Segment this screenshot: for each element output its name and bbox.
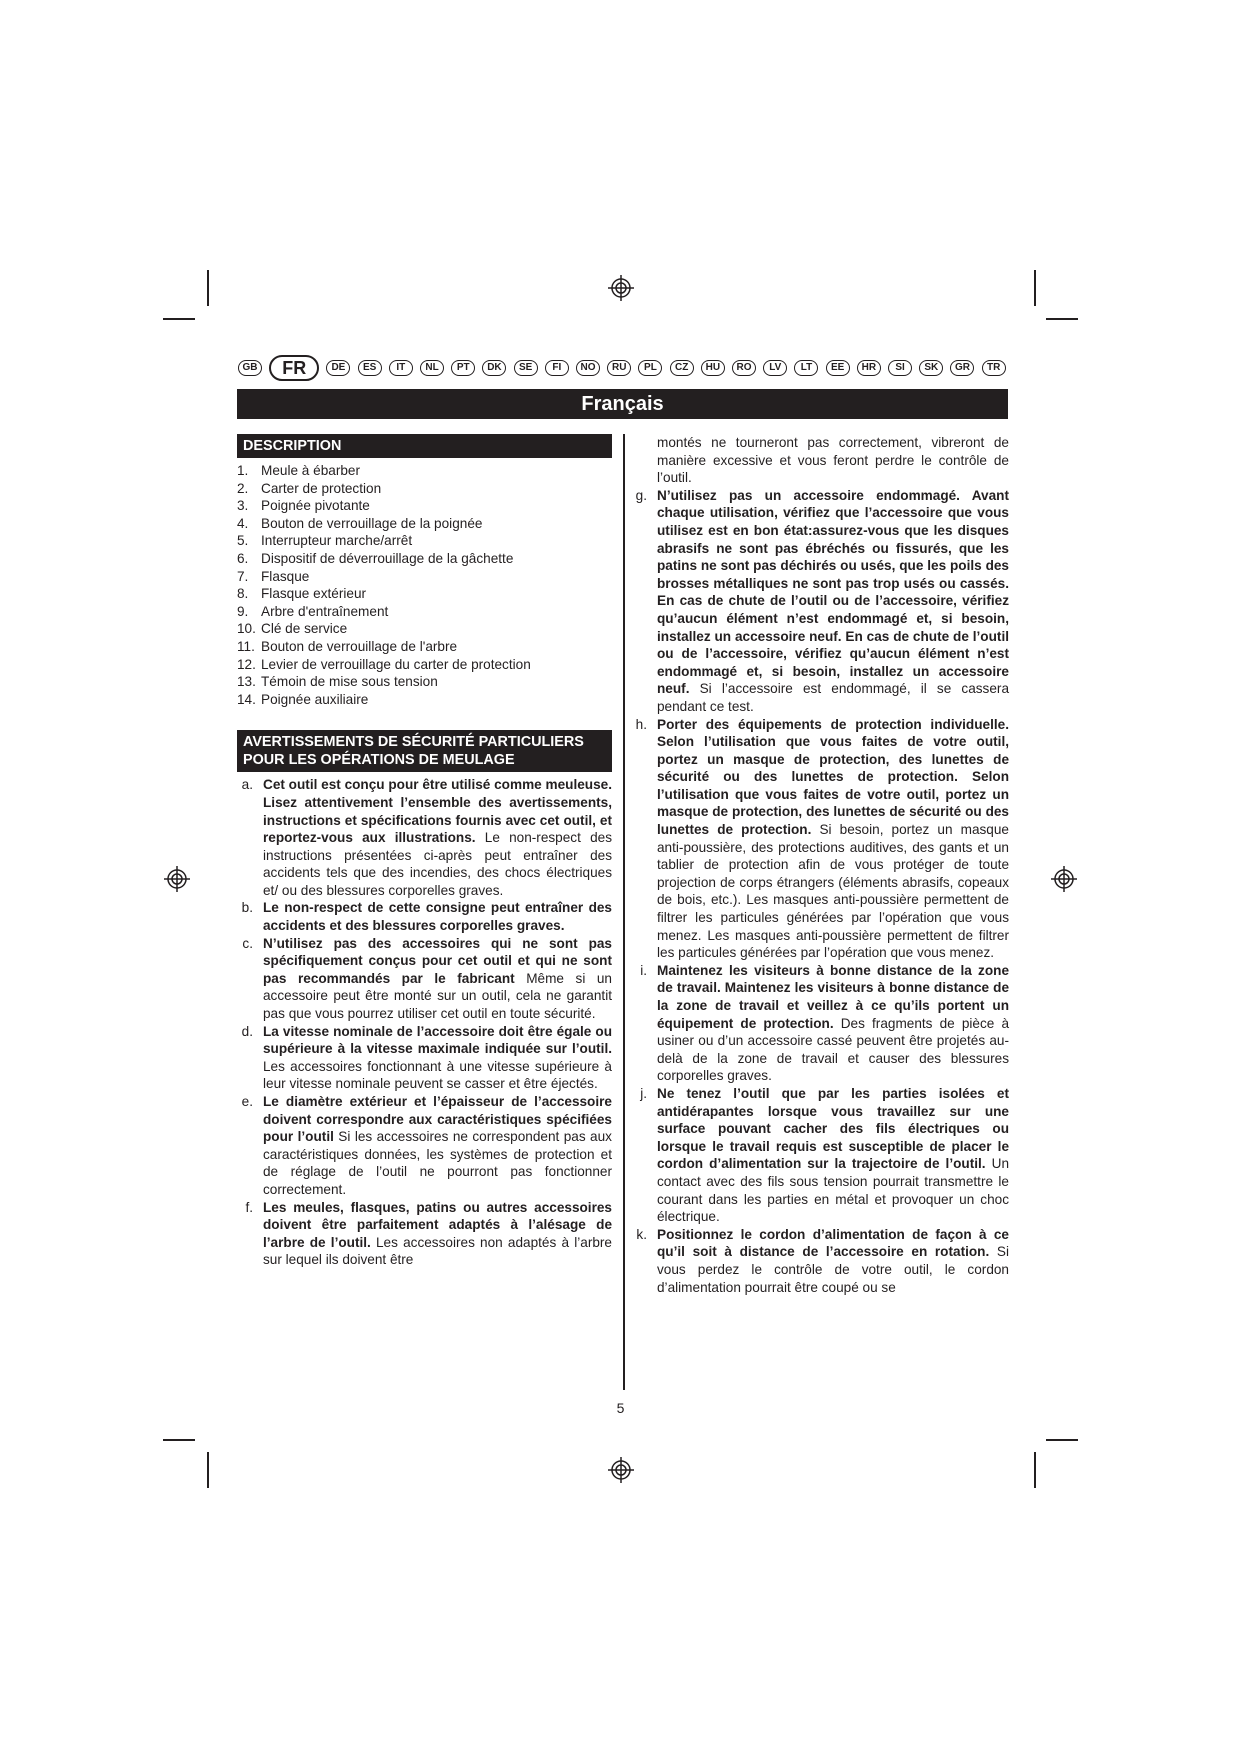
list-item: [237, 1199, 612, 1269]
item-text: [263, 935, 612, 1023]
registration-mark-icon: [607, 1456, 635, 1484]
item-bold-text: Le non-respect de cette consigne peut entraîner des accidents et des blessures corporelles graves.: [263, 900, 612, 934]
language-badge-tr: TR: [982, 360, 1006, 376]
item-number: 7.: [237, 568, 249, 584]
item-letter: b.: [241, 900, 253, 916]
language-badge-pl: PL: [638, 360, 662, 376]
item-bold-text: N’utilisez pas un accessoire endommagé. Avant chaque utilisation, vérifiez que l’accessoire que vous utilisez est en bon état:assurez-vous que les disques abrasifs ne sont pas ébréchés ou fissurés, que les patins ne sont pas déchirés ou usés, que les poils des brosses métalliques ne sont pas trop usés ou cassés. En cas de chute de l’outil ou de l’accessoire, vérifiez qu’aucun élément n’est endommagé et, si besoin, installez un accessoire neuf. En cas de chute de l’outil ou de l’accessoire, vérifiez qu’aucun élément n’est endommagé et, si besoin, installez un accessoire neuf.: [657, 487, 1009, 697]
list-item: [631, 1226, 1009, 1296]
page-title: Français: [237, 389, 1008, 419]
item-number: 8.: [237, 586, 249, 602]
page-number: 5: [616, 1400, 625, 1416]
item-text: [263, 776, 612, 899]
item-bold-text: Le diamètre extérieur et l’épaisseur de l’accessoire doivent correspondre aux caractéristiques spécifiées pour l’outil: [263, 1094, 612, 1145]
list-item: [631, 716, 1009, 962]
item-number: 2.: [237, 480, 249, 496]
item-bold-text: Cet outil est conçu pour être utilisé comme meuleuse. Lisez attentivement l’ensemble des avertissements, instructions et spécifications fournis avec cet outil, et reportez-vous aux illustrations.: [263, 777, 612, 846]
item-body-text: Si besoin, portez un masque anti-poussière, des protections auditives, des gants et un tablier de protection afin de vous protéger de toute projection de corps étrangers (éléments abrasifs, copeaux de bois, etc.). Les masques anti-poussière permettent de filtrer les particules générées par l’opération que vous menez. Les masques anti-poussière permettent de filtrer les particules générées par l’opération que vous menez.: [657, 822, 1009, 961]
item-body-text: Même si un accessoire peut être monté sur un outil, cela ne garantit pas que vous pourrez utiliser cet outil en toute sécurité.: [263, 970, 612, 1022]
list-item: [237, 656, 612, 674]
registration-mark-icon: [607, 274, 635, 302]
language-selector: [238, 355, 1006, 381]
item-body-text: Le non-respect des instructions présentées ci-après peut entraîner des accidents tels que des incendies, des chocs électriques et/ ou des blessures corporelles graves.: [263, 830, 612, 898]
registration-mark-icon: [163, 865, 191, 893]
item-letter: j.: [640, 1085, 647, 1101]
item-label: Flasque extérieur: [261, 586, 367, 602]
language-badge-nl: NL: [420, 360, 444, 376]
item-label: Bouton de verrouillage de la poignée: [261, 515, 483, 531]
list-item: [237, 515, 612, 533]
warnings-heading: AVERTISSEMENTS DE SÉCURITÉ PARTICULIERS POUR LES OPÉRATIONS DE MEULAGE: [237, 730, 612, 772]
item-label: Interrupteur marche/arrêt: [261, 533, 413, 549]
language-badge-ro: RO: [732, 360, 756, 376]
language-badge-no: NO: [576, 360, 600, 376]
language-badge-lv: LV: [763, 360, 787, 376]
list-item: [237, 532, 612, 550]
language-badge-dk: DK: [482, 360, 506, 376]
language-badge-fr: FR: [269, 355, 319, 381]
item-number: 11.: [237, 638, 255, 654]
list-item: [237, 603, 612, 621]
item-letter: i.: [640, 962, 647, 978]
list-item: [631, 487, 1009, 716]
right-column: [635, 434, 1009, 1296]
list-item: [237, 568, 612, 586]
list-item: [237, 673, 612, 691]
item-text: [657, 1085, 1009, 1226]
item-letter: g.: [635, 487, 647, 503]
crop-mark: [1046, 318, 1078, 320]
list-item: [237, 935, 612, 1023]
crop-mark: [207, 1452, 209, 1488]
item-letter: f.: [245, 1199, 253, 1215]
list-item: [237, 480, 612, 498]
item-body-text: Les accessoires fonctionnant à une vitesse supérieure à leur vitesse nominale peuvent se casser et être éjectés.: [263, 1058, 612, 1092]
language-badge-pt: PT: [451, 360, 475, 376]
crop-mark: [1046, 1439, 1078, 1441]
item-number: 1.: [237, 463, 249, 478]
column-divider: [623, 434, 625, 1390]
language-badge-hu: HU: [701, 360, 725, 376]
description-heading: DESCRIPTION: [237, 434, 612, 458]
crop-mark: [1034, 1452, 1036, 1488]
list-item: [237, 620, 612, 638]
item-number: 9.: [237, 603, 249, 619]
item-text: [657, 1226, 1009, 1296]
language-badge-gr: GR: [950, 360, 974, 376]
list-item: [631, 1085, 1009, 1226]
item-text: [657, 716, 1009, 962]
list-item: [237, 638, 612, 656]
crop-mark: [163, 1439, 195, 1441]
item-label: Levier de verrouillage du carter de protection: [261, 656, 531, 672]
item-label: Arbre d'entraînement: [261, 603, 389, 619]
item-text: [263, 1199, 612, 1269]
item-label: Poignée pivotante: [261, 498, 370, 514]
list-item: [237, 550, 612, 568]
item-letter: e.: [241, 1094, 253, 1109]
list-item: [237, 899, 612, 934]
left-column: [237, 434, 612, 1269]
item-body-text: Les accessoires non adaptés à l’arbre sur lequel ils doivent être: [263, 1234, 612, 1268]
item-body-text: Si les accessoires ne correspondent pas aux caractéristiques données, les systèmes de protection et de réglage de l’outil ne pourront pas fonctionner correctement.: [263, 1129, 612, 1197]
item-label: Flasque: [261, 568, 310, 584]
language-badge-it: IT: [389, 360, 413, 376]
list-item: [237, 1093, 612, 1199]
item-number: 4.: [237, 515, 249, 531]
language-badge-hr: HR: [857, 360, 881, 376]
item-letter: c.: [242, 935, 253, 951]
language-badge-de: DE: [326, 360, 350, 376]
item-letter: h.: [635, 716, 647, 732]
item-bold-text: Ne tenez l’outil que par les parties isolées et antidérapantes lorsque vous travaillez sur une surface pouvant cacher des fils électriques ou lorsque le travail requis est susceptible de placer le cordon d’alimentation sur la trajectoire de l’outil.: [657, 1085, 1009, 1172]
list-item: [237, 462, 612, 480]
registration-mark-icon: [1050, 865, 1078, 893]
list-item: [631, 962, 1009, 1085]
item-number: 14.: [237, 691, 256, 707]
language-badge-si: SI: [888, 360, 912, 376]
item-bold-text: Positionnez le cordon d’alimentation de façon à ce qu’il soit à distance de l’accessoire en rotation.: [657, 1226, 1009, 1260]
item-label: Témoin de mise sous tension: [261, 674, 438, 690]
list-item: [237, 1023, 612, 1093]
item-number: 3.: [237, 498, 249, 514]
list-item: [237, 691, 612, 709]
item-label: Clé de service: [261, 621, 348, 637]
language-badge-ee: EE: [826, 360, 850, 376]
item-text: [263, 1093, 612, 1199]
item-letter: d.: [241, 1023, 253, 1039]
item-number: 5.: [237, 533, 249, 549]
item-body-text: Des fragments de pièce à usiner ou d’un accessoire cassé peuvent être projetés au-delà de la zone de travail et causer des blessures corporelles graves.: [657, 1015, 1009, 1084]
item-label: Poignée auxiliaire: [261, 691, 369, 707]
item-number: 6.: [237, 550, 249, 566]
item-number: 12.: [237, 656, 256, 672]
crop-mark: [1034, 270, 1036, 306]
item-number: 13.: [237, 674, 256, 690]
continued-paragraph: montés ne tourneront pas correctement, vibreront de manière excessive et vous feront perdre le contrôle de l’outil.: [657, 435, 1009, 486]
language-badge-es: ES: [358, 360, 382, 376]
list-item: [237, 776, 612, 899]
item-bold-text: Les meules, flasques, patins ou autres accessoires doivent être parfaitement adaptés à l’alésage de l’arbre de l’outil.: [263, 1199, 612, 1250]
language-badge-fi: FI: [545, 360, 569, 376]
item-label: Bouton de verrouillage de l'arbre: [261, 638, 458, 654]
language-badge-ru: RU: [607, 360, 631, 376]
warnings-list-right: [631, 487, 1009, 1296]
item-letter: k.: [636, 1226, 647, 1242]
description-list: [237, 462, 612, 708]
list-item: [237, 497, 612, 515]
crop-mark: [163, 318, 195, 320]
language-badge-cz: CZ: [670, 360, 694, 376]
item-bold-text: N’utilisez pas des accessoires qui ne sont pas spécifiquement conçus pour cet outil et qui ne sont pas recommandés par le fabricant: [263, 935, 612, 986]
crop-mark: [207, 270, 209, 306]
language-badge-gb: GB: [238, 360, 262, 376]
language-badge-lt: LT: [794, 360, 818, 376]
item-bold-text: Porter des équipements de protection individuelle. Selon l’utilisation que vous faites de votre outil, portez un masque de protection, des lunettes de sécurité ou des lunettes de protection. Selon l’utilisation que vous faites de votre outil, portez un masque de protection, des lunettes de sécurité ou des lunettes de protection.: [657, 716, 1009, 838]
item-body-text: Si l’accessoire est endommagé, il se cassera pendant ce test.: [657, 681, 1009, 714]
item-bold-text: La vitesse nominale de l’accessoire doit être égale ou supérieure à la vitesse maximale indiquée sur l’outil.: [263, 1023, 612, 1057]
item-body-text: Si vous perdez le contrôle de votre outil, le cordon d’alimentation pourrait être coupé ou se: [657, 1244, 1009, 1295]
item-text: [657, 962, 1009, 1085]
item-text: [263, 899, 612, 934]
item-label: Dispositif de déverrouillage de la gâchette: [261, 550, 514, 566]
item-number: 10.: [237, 621, 256, 637]
language-badge-se: SE: [514, 360, 538, 376]
item-text: [263, 1023, 612, 1093]
list-item: [237, 585, 612, 603]
item-bold-text: Maintenez les visiteurs à bonne distance de la zone de travail. Maintenez les visiteurs à bonne distance de la zone de travail et veillez à ce qu’ils portent un équipement de protection.: [657, 962, 1009, 1031]
item-label: Carter de protection: [261, 480, 382, 496]
item-label: Meule à ébarber: [261, 463, 360, 478]
item-letter: a.: [241, 777, 253, 793]
item-body-text: Un contact avec des fils sous tension pourrait transmettre le courant dans les parties en métal et provoquer un choc électrique.: [657, 1156, 1009, 1225]
warnings-list-left: [237, 776, 612, 1269]
language-badge-sk: SK: [919, 360, 943, 376]
item-text: [657, 487, 1009, 716]
